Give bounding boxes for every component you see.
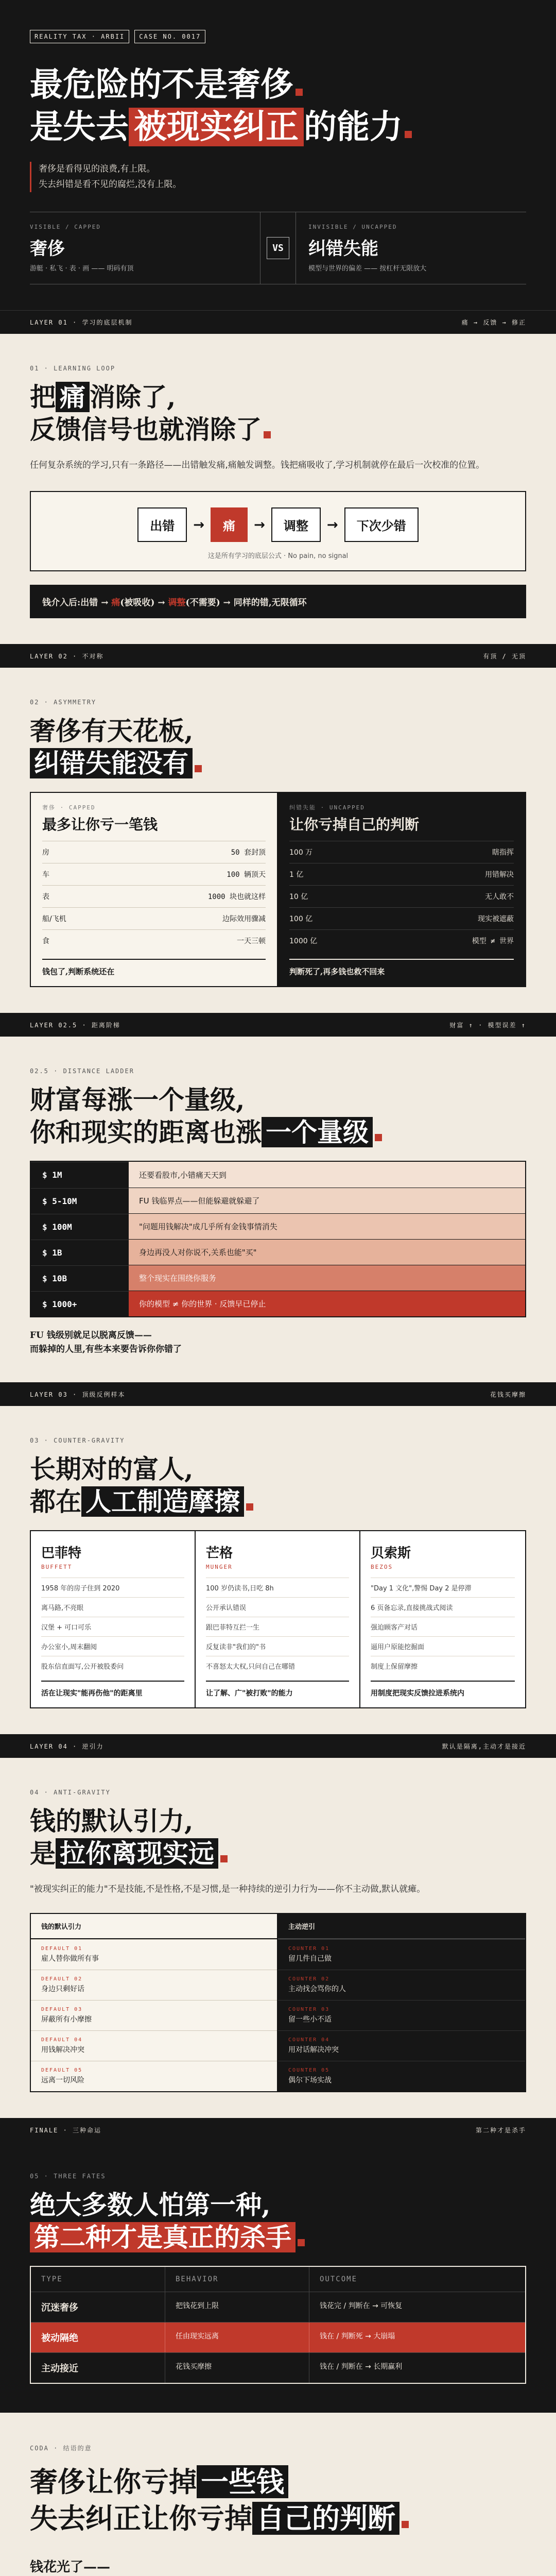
gravity-item: [278, 2000, 525, 2030]
row-key: 食: [42, 930, 108, 952]
bar-left: LAYER 01 · 学习的底层机制: [30, 319, 133, 327]
counter-gravity-section: [0, 1406, 556, 1734]
capped-card: [31, 793, 278, 986]
bar-left: LAYER 03 · 顶级反例样本: [30, 1391, 126, 1398]
vs-right-desc: 模型与世界的偏差 —— 按杠杆无限放大: [308, 265, 427, 273]
note-pre: 钱介入后:出错 →: [42, 598, 112, 608]
flow-step-pain: 痛: [211, 507, 248, 542]
rung-level: $ 5-10M: [31, 1188, 129, 1213]
section-bar-1: [0, 310, 556, 334]
section-title: [30, 2189, 526, 2253]
section-bar-3: [0, 1382, 556, 1406]
ladder-rung: [31, 1188, 525, 1213]
person-line: "Day 1 文化",警惕 Day 2 是停滞: [371, 1578, 515, 1597]
fate-behavior: 任由现实远离: [165, 2323, 309, 2352]
fate-behavior: 把钱花到上限: [165, 2292, 309, 2322]
section-bar-4: [0, 1734, 556, 1758]
ladder-rung: [31, 1265, 525, 1291]
person-footer: 用制度把现实反馈拉进系统内: [371, 1681, 515, 1698]
card-label: 纠错失能 · UNCAPPED: [289, 804, 365, 811]
vs-left-desc: 游艇 · 私飞 · 表 · 画 —— 明码有顶: [30, 265, 134, 273]
ladder-rung: [31, 1213, 525, 1239]
title-line2-pre: 都在: [30, 1486, 81, 1517]
person-card: [31, 1531, 196, 1707]
note-strike-pain: 痛: [111, 598, 120, 608]
table-row: [289, 908, 514, 930]
card-footer: 判断死了,再多钱也救不回来: [289, 959, 514, 977]
rung-text: 整个现实在围绕你服务: [129, 1265, 525, 1291]
gravity-comparison: [30, 1913, 526, 2092]
vs-left-name: 奢侈: [30, 239, 65, 260]
section-kicker: 02.5 · DISTANCE LADDER: [30, 1067, 134, 1075]
lead-line-1: 奢侈是看得见的浪费,有上限。: [39, 163, 155, 174]
row-key: 车: [42, 863, 108, 886]
section-kicker: 05 · THREE FATES: [30, 2173, 106, 2180]
row-key: 100 亿: [289, 908, 379, 930]
anti-gravity-section: [0, 1758, 556, 2118]
row-value: 1000 块也就这样: [108, 886, 266, 908]
rung-text: "问题用钱解决"成几乎所有金钱事情消失: [129, 1214, 525, 1239]
title-highlight: 人工制造摩擦: [81, 1486, 244, 1517]
learning-flow-diagram: [30, 491, 526, 571]
item-key: DEFAULT 04: [41, 2037, 83, 2043]
row-value: 现实被遮蔽: [379, 908, 514, 930]
row-value: 一天三顿: [108, 930, 266, 952]
flow-caption: 这是所有学习的底层公式 · No pain, no signal: [207, 552, 349, 561]
section-kicker: 03 · COUNTER-GRAVITY: [30, 1437, 125, 1445]
lead-line-2: 失去纠错是看不见的腐烂,没有上限。: [39, 179, 182, 190]
hero-lead: [30, 162, 526, 193]
rung-level: $ 1000+: [31, 1291, 129, 1316]
row-key: 1 亿: [289, 863, 379, 886]
person-line: 不喜怒太大权,只问自己在哪错: [206, 1656, 349, 1675]
section-title: [30, 1084, 526, 1148]
bar-right: 痛 → 反馈 → 修正: [461, 319, 526, 327]
col-type: TYPE: [41, 2275, 63, 2284]
vs-comparison: [30, 212, 526, 284]
page-title: [30, 64, 526, 148]
person-line: 跟巴菲特互拦一生: [206, 1617, 349, 1636]
flow-step-error: 出错: [137, 507, 187, 542]
row-key: 房: [42, 841, 108, 863]
person-line: 强迫顾客产对话: [371, 1617, 515, 1636]
note-mid2: (不需要) → 同样的错,无限循环: [185, 598, 307, 608]
vs-left-label: VISIBLE / CAPPED: [30, 224, 101, 231]
rung-text: FU 钱临界点——但能躲避就躲避了: [129, 1188, 525, 1213]
distance-ladder-section: [0, 1037, 556, 1382]
coda-line1-pre: 奢侈让你亏掉: [30, 2465, 197, 2499]
card-title: 最多让你亏一笔钱: [42, 816, 158, 834]
uncapped-card: [278, 793, 525, 986]
item-value: 偶尔下场实战: [288, 2076, 332, 2085]
table-row: [42, 886, 266, 908]
person-card: [360, 1531, 525, 1707]
section-bar-5: [0, 2118, 556, 2142]
item-value: 留一些小不适: [288, 2015, 332, 2024]
title-highlight: 第二种才是真正的杀手: [30, 2222, 296, 2252]
table-row: [289, 930, 514, 952]
item-value: 用对话解决冲突: [288, 2046, 339, 2055]
coda-lines: [30, 2558, 526, 2576]
rung-level: $ 100M: [31, 1214, 129, 1239]
hero-tags: [30, 30, 526, 43]
title-highlight: 一个量级: [262, 1117, 373, 1147]
title-line2-pre: 是: [30, 1838, 56, 1869]
person-line: 1958 年的房子住到 2020: [41, 1578, 184, 1597]
fate-row: [31, 2322, 525, 2352]
title-highlight: 被现实纠正: [129, 108, 304, 146]
gravity-item: [31, 2030, 277, 2061]
person-line: 逼用户原能挖掘面: [371, 1636, 515, 1656]
gravity-item: [278, 1939, 525, 1970]
ladder-note: [30, 1329, 526, 1357]
rung-text: 身边再没人对你说不,关系也能"买": [129, 1240, 525, 1265]
row-value: 模型 ≠ 世界: [379, 930, 514, 952]
row-key: 100 万: [289, 841, 379, 863]
table-row: [42, 841, 266, 863]
bar-right: 财富 ↑ · 模型误差 ↑: [449, 1021, 526, 1029]
col-outcome: OUTCOME: [309, 2267, 525, 2292]
coda-a1: 钱花光了——: [30, 2559, 111, 2575]
flow-step-adjust: 调整: [271, 507, 321, 542]
row-value: 无人敢不: [379, 886, 514, 908]
arrow-right-icon: →: [254, 517, 265, 533]
person-en: BUFFETT: [41, 1564, 73, 1571]
bar-left: LAYER 02 · 不对称: [30, 652, 104, 660]
people-cards: [30, 1530, 526, 1708]
item-key: DEFAULT 03: [41, 2007, 83, 2013]
title-line1: 奢侈有天花板,: [30, 716, 194, 747]
row-key: 表: [42, 886, 108, 908]
column-head: 钱的默认引力: [31, 1914, 277, 1939]
hero-section: [0, 0, 556, 310]
note-strike-adjust: 调整: [168, 598, 186, 608]
section-title: [30, 715, 526, 779]
ladder-rung: [31, 1162, 525, 1188]
table-row: [42, 863, 266, 886]
card-footer: 钱包了,判断系统还在: [42, 959, 266, 977]
series-tag: REALITY TAX · ARBII: [30, 30, 129, 43]
gravity-item: [31, 1970, 277, 2000]
item-key: COUNTER 03: [288, 2007, 330, 2013]
item-value: 身边只剩好话: [41, 1985, 84, 1994]
gravity-item: [278, 2061, 525, 2091]
person-line: 办公室小,周末翻阅: [41, 1636, 184, 1656]
item-value: 主动找会骂你的人: [288, 1985, 346, 1994]
coda-highlight-2: 自己的判断: [252, 2502, 399, 2535]
title-highlight: 纠错失能没有: [30, 748, 193, 778]
section-title: [30, 1453, 526, 1518]
capped-table: [42, 841, 266, 952]
title-line2: 反馈信号也就消除了: [30, 414, 262, 445]
rung-level: $ 1B: [31, 1240, 129, 1265]
person-line: 公开承认错误: [206, 1597, 349, 1617]
card-label: 奢侈 · CAPPED: [42, 804, 96, 811]
section-kicker: CODA · 结语的意: [30, 2445, 92, 2452]
section-body: "被现实纠正的能力"不是技能,不是性格,不是习惯,是一种持续的逆引力行为——你不主动做,默认就瘫。: [30, 1884, 426, 1895]
arrow-right-icon: →: [193, 517, 205, 533]
section-kicker: 02 · ASYMMETRY: [30, 699, 97, 706]
coda-line2-pre: 失去纠正让你亏掉: [30, 2502, 252, 2535]
asymmetry-section: [0, 668, 556, 1013]
row-value: 50 套封顶: [108, 841, 266, 863]
title-pre: 把: [30, 382, 56, 413]
person-en: MUNGER: [206, 1564, 233, 1571]
person-line: 100 岁仍读书,日吃 8h: [206, 1578, 349, 1597]
row-value: 边际效用骤减: [108, 908, 266, 930]
section-title: [30, 1805, 526, 1870]
title-line1: 绝大多数人怕第一种,: [30, 2190, 271, 2221]
bar-right: 有顶 / 无顶: [483, 652, 526, 660]
gravity-item: [278, 1970, 525, 2000]
item-value: 远离一切风险: [41, 2076, 84, 2085]
asymmetry-cards: [30, 792, 526, 987]
person-line: 6 页备忘录,直接挑战式阅读: [371, 1597, 515, 1617]
title-line2-post: 的能力: [304, 107, 403, 146]
rung-text: 你的模型 ≠ 你的世界 · 反馈早已停止: [129, 1291, 525, 1316]
gravity-item: [31, 2061, 277, 2091]
person-line: 反复读非"我们的"书: [206, 1636, 349, 1656]
item-key: DEFAULT 02: [41, 1976, 83, 1982]
column-head: 主动逆引: [278, 1914, 525, 1939]
table-row: [42, 930, 266, 952]
bar-left: LAYER 02.5 · 距离阶梯: [30, 1021, 120, 1029]
flow-note: [30, 585, 526, 618]
coda-highlight-1: 一些钱: [197, 2465, 288, 2498]
bar-right: 花钱买摩擦: [490, 1391, 526, 1398]
col-behavior: BEHAVIOR: [165, 2267, 309, 2292]
person-name: 贝索斯: [371, 1546, 411, 1562]
person-footer: 让了解、广"被打败"的能力: [206, 1681, 349, 1698]
fate-behavior: 花钱买摩擦: [165, 2353, 309, 2383]
flow-step-improve: 下次少错: [344, 507, 419, 542]
bar-right: 第二种才是杀手: [475, 2126, 526, 2134]
row-value: 瞎指挥: [379, 841, 514, 863]
section-bar-25: [0, 1013, 556, 1037]
item-key: COUNTER 05: [288, 2067, 330, 2074]
fates-table: [30, 2266, 526, 2384]
fates-header: [31, 2267, 525, 2292]
note-mid1: (被吸收) →: [120, 598, 168, 608]
title-post: 消除了,: [90, 382, 176, 413]
item-value: 屏蔽所有小摩擦: [41, 2015, 92, 2024]
row-key: 10 亿: [289, 886, 379, 908]
bar-left: LAYER 04 · 逆引力: [30, 1742, 104, 1750]
fate-type: 被动隔绝: [41, 2333, 78, 2344]
three-fates-section: [0, 2142, 556, 2413]
fate-type: 主动接近: [41, 2363, 78, 2375]
person-name: 巴菲特: [41, 1546, 82, 1562]
ladder-note-line2: 而躲掉的人里,有些本来要告诉你你错了: [30, 1344, 182, 1355]
item-key: DEFAULT 05: [41, 2067, 83, 2074]
section-body: 任何复杂系统的学习,只有一条路径——出错触发痛,痛触发调整。钱把痛吸收了,学习机制就停在最后一次校准的位置。: [30, 460, 485, 471]
person-en: BEZOS: [371, 1564, 393, 1571]
item-key: COUNTER 04: [288, 2037, 330, 2043]
item-key: DEFAULT 01: [41, 1946, 83, 1952]
vs-badge: VS: [267, 237, 289, 259]
card-title: 让你亏掉自己的判断: [289, 816, 420, 834]
gravity-item: [278, 2030, 525, 2061]
table-row: [42, 908, 266, 930]
section-bar-2: [0, 644, 556, 668]
person-footer: 活在让现实"能再伤他"的距离里: [41, 1681, 184, 1698]
title-highlight: 痛: [56, 382, 90, 412]
case-tag: CASE NO. 0017: [134, 30, 205, 43]
ladder-rung: [31, 1291, 525, 1316]
section-kicker: 04 · ANTI-GRAVITY: [30, 1789, 111, 1797]
fate-type: 沉迷奢侈: [41, 2302, 78, 2314]
title-line2-pre: 你和现实的距离也涨: [30, 1116, 262, 1147]
row-value: 用错解决: [379, 863, 514, 886]
person-line: 离马路,不亮眼: [41, 1597, 184, 1617]
section-title: [30, 381, 526, 446]
person-line: 制度上保留摩擦: [371, 1656, 515, 1675]
item-key: COUNTER 02: [288, 1976, 330, 1982]
item-value: 留几件自己做: [288, 1955, 332, 1963]
learning-loop-section: [0, 334, 556, 644]
item-value: 雇人替你做所有事: [41, 1955, 99, 1963]
coda-title: [30, 2464, 526, 2537]
rung-level: $ 1M: [31, 1162, 129, 1188]
ladder-rung: [31, 1239, 525, 1265]
title-line1: 钱的默认引力,: [30, 1806, 194, 1837]
table-row: [289, 886, 514, 908]
uncapped-table: [289, 841, 514, 952]
row-key: 船/飞机: [42, 908, 108, 930]
bar-left: FINALE · 三种命运: [30, 2126, 102, 2134]
default-gravity-column: [31, 1914, 278, 2091]
title-line1: 最危险的不是奢侈: [30, 65, 293, 104]
row-value: 100 辆顶天: [108, 863, 266, 886]
row-key: 1000 亿: [289, 930, 379, 952]
vs-right-name: 纠错失能: [308, 239, 378, 260]
person-line: 汉堡 + 可口可乐: [41, 1617, 184, 1636]
person-card: [196, 1531, 360, 1707]
vs-right-label: INVISIBLE / UNCAPPED: [308, 224, 397, 231]
item-value: 用钱解决冲突: [41, 2046, 84, 2055]
rung-text: 还要看股市,小错痛天天到: [129, 1162, 525, 1188]
fate-outcome: 钱在 / 判断在 → 长期赢利: [309, 2353, 525, 2383]
coda-section: [0, 2413, 556, 2576]
title-line1: 长期对的富人,: [30, 1454, 194, 1485]
fate-row: [31, 2352, 525, 2383]
bar-right: 默认是隔离,主动才是接近: [442, 1742, 526, 1750]
title-line1: 财富每涨一个量级,: [30, 1084, 245, 1115]
arrow-right-icon: →: [326, 517, 338, 533]
ladder-note-line1: FU 钱级别就足以脱离反馈——: [30, 1330, 152, 1341]
person-name: 芒格: [206, 1546, 233, 1562]
gravity-item: [31, 1939, 277, 1970]
gravity-item: [31, 2000, 277, 2030]
fate-outcome: 钱在 / 判断死 → 大崩塌: [309, 2323, 525, 2352]
section-kicker: 01 · LEARNING LOOP: [30, 365, 116, 372]
fate-outcome: 钱花完 / 判断在 → 可恢复: [309, 2292, 525, 2322]
table-row: [289, 841, 514, 863]
counter-gravity-column: [278, 1914, 525, 2091]
item-key: COUNTER 01: [288, 1946, 330, 1952]
person-line: 股东信直面写,公开被股委问: [41, 1656, 184, 1675]
title-highlight: 拉你离现实远: [56, 1838, 218, 1869]
table-row: [289, 863, 514, 886]
rung-level: $ 10B: [31, 1265, 129, 1291]
fate-row: [31, 2292, 525, 2322]
wealth-ladder: [30, 1161, 526, 1317]
title-line2-pre: 是失去: [30, 107, 129, 146]
